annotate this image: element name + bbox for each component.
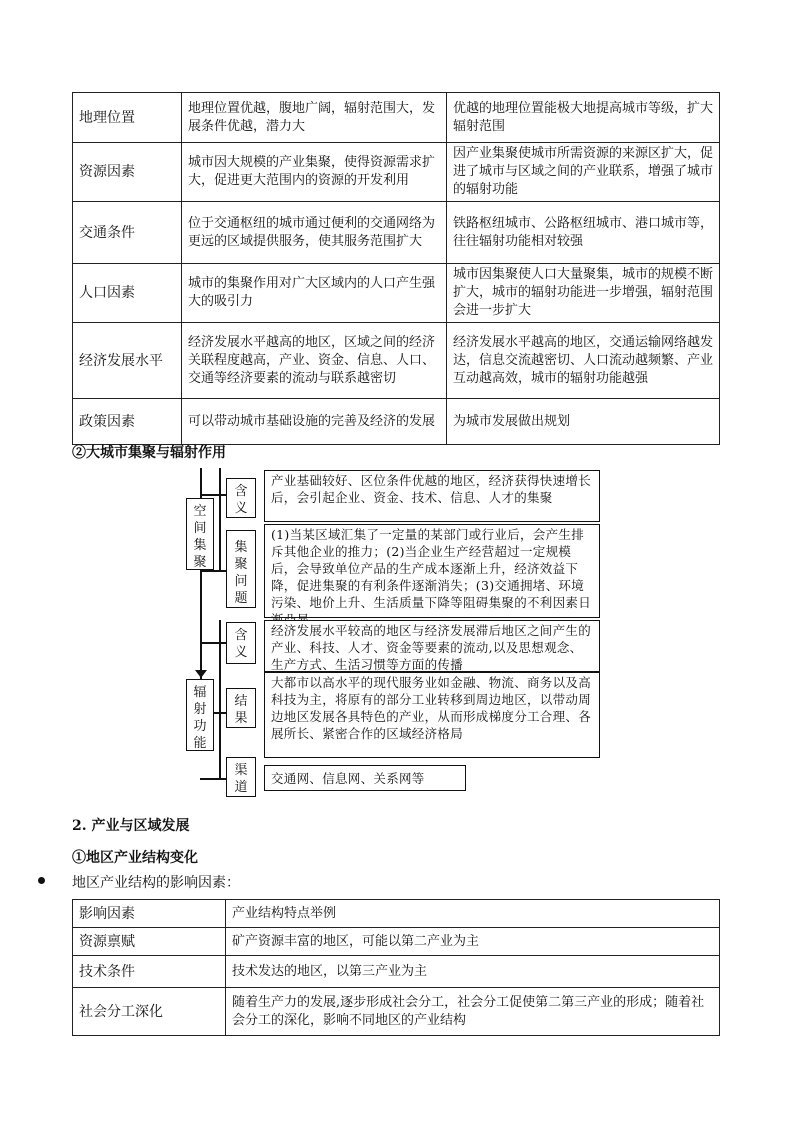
connector-line (219, 468, 221, 570)
section-2-1-heading: ①地区产业结构变化 (72, 850, 198, 866)
section-heading: ②大城市集聚与辐射作用 (72, 445, 226, 461)
agglomeration-cell: 位于交通枢纽的城市通过便利的交通网络为更远的区域提供服务，使其服务范围扩大 (182, 202, 447, 264)
table-row (73, 956, 720, 988)
label-text: 结果 (234, 694, 248, 726)
connector-line (200, 494, 226, 496)
connector-line (219, 620, 221, 780)
table-row (73, 988, 720, 1036)
urban-factors-table (72, 92, 720, 445)
industry-structure-table (72, 899, 720, 1036)
table-row (73, 264, 720, 323)
label-text: 集聚问题 (234, 540, 248, 606)
factor-cell: 交通条件 (73, 202, 182, 264)
factor-cell: 资源禀赋 (73, 928, 226, 956)
label-channel (226, 757, 256, 797)
table-row (73, 928, 720, 956)
factor-cell: 技术条件 (73, 956, 226, 988)
factor-cell: 经济发展水平 (73, 323, 182, 399)
label-meaning-radiation (226, 622, 256, 664)
agglomeration-meaning-box: 产业基础较好、区位条件优越的地区，经济获得快速增长后，会引起企业、资金、技术、信息、人才的集聚 (264, 470, 600, 522)
radiation-cell: 为城市发展做出规划 (447, 399, 720, 445)
table-row (73, 93, 720, 143)
table-row (73, 143, 720, 202)
agglomeration-cell: 地理位置优越，腹地广阔，辐射范围大，发展条件优越，潜力大 (182, 93, 447, 143)
agglomeration-cell: 城市的集聚作用对广大区域内的人口产生强大的吸引力 (182, 264, 447, 323)
radiation-meaning-box: 经济发展水平较高的地区与经济发展滞后地区之间产生的产业、科技、人才、资金等要素的流动,以及思想观念、生产方式、生活习惯等方面的传播 (264, 620, 600, 672)
agglomeration-cell: 城市因大规模的产业集聚，使得资源需求扩大，促进更大范围内的资源的开发利用 (182, 143, 447, 202)
table-row (73, 399, 720, 445)
header-cell: 影响因素 (73, 900, 226, 928)
agglomeration-node (186, 498, 214, 570)
bullet-text: 地区产业结构的影响因素： (72, 875, 240, 891)
radiation-channel-box: 交通网、信息网、关系网等 (264, 765, 466, 791)
node-label: 空间集聚 (193, 504, 207, 570)
example-cell: 技术发达的地区，以第三产业为主 (226, 956, 720, 988)
node-label: 辐射功能 (193, 685, 207, 751)
agglomeration-problem-box: (1)当某区域汇集了一定量的某部门或行业后，会产生排斥其他企业的推力；(2)当企业生产经营超过一定规模后，会导致单位产品的生产成本逐渐上升，经济效益下降，促进集聚的有利条件逐渐消失；(3)交通拥堵、环境污染、地价上升、生活质量下降等阻碍集聚的不利因素日 (264, 524, 600, 618)
radiation-cell: 城市因集聚使人口大量聚集，城市的规模不断扩大，城市的辐射功能进一步增强，辐射范围会进一步扩大 (447, 264, 720, 323)
label-meaning (226, 478, 256, 518)
radiation-cell: 铁路枢纽城市、公路枢纽城市、港口城市等，往往辐射功能相对较强 (447, 202, 720, 264)
agglomeration-cell: 经济发展水平越高的地区，区域之间的经济关联程度越高，产业、资金、信息、人口、交通等经济要素的流动与联系越密切 (182, 323, 447, 399)
label-text: 含义 (234, 484, 248, 516)
factor-cell: 社会分工深化 (73, 988, 226, 1036)
radiation-cell: 经济发展水平越高的地区，交通运输网络越发达，信息交流越密切、人口流动越频繁、产业互动越高效，城市的辐射功能越强 (447, 323, 720, 399)
section-2-heading: 2. 产业与区域发展 (72, 818, 190, 834)
radiation-cell: 优越的地理位置能极大地提高城市等级，扩大辐射范围 (447, 93, 720, 143)
agglomeration-cell: 可以带动城市基础设施的完善及经济的发展 (182, 399, 447, 445)
table-row (73, 202, 720, 264)
table-header-row (73, 900, 720, 928)
factor-cell: 人口因素 (73, 264, 182, 323)
factor-cell: 政策因素 (73, 399, 182, 445)
arrow-down-icon (195, 670, 207, 678)
label-result (226, 688, 256, 728)
table-row (73, 323, 720, 399)
factor-cell: 资源因素 (73, 143, 182, 202)
connector-line (200, 778, 226, 780)
example-cell: 矿产资源丰富的地区，可能以第二产业为主 (226, 928, 720, 956)
header-cell: 产业结构特点举例 (226, 900, 720, 928)
factor-cell: 地理位置 (73, 93, 182, 143)
label-text: 渠道 (234, 763, 248, 795)
connector-line (200, 642, 226, 644)
radiation-result-box: 大都市以高水平的现代服务业如金融、物流、商务以及高科技为主，将原有的部分工业转移到周边地区，以带动周边地区发展各具特色的产业，从而形成梯度分工合理、各展所长、紧密合作的区域经济格局 (264, 672, 600, 758)
bullet-icon (38, 877, 45, 884)
label-text: 含义 (234, 628, 248, 660)
radiation-cell: 因产业集聚使城市所需资源的来源区扩大，促进了城市与区域之间的产业联系，增强了城市的辐射功能 (447, 143, 720, 202)
label-problem (226, 530, 256, 608)
radiation-node (186, 679, 214, 751)
example-cell: 随着生产力的发展,逐步形成社会分工，社会分工促使第二第三产业的形成；随着社会分工的深化，影响不同地区的产业结构 (226, 988, 720, 1036)
